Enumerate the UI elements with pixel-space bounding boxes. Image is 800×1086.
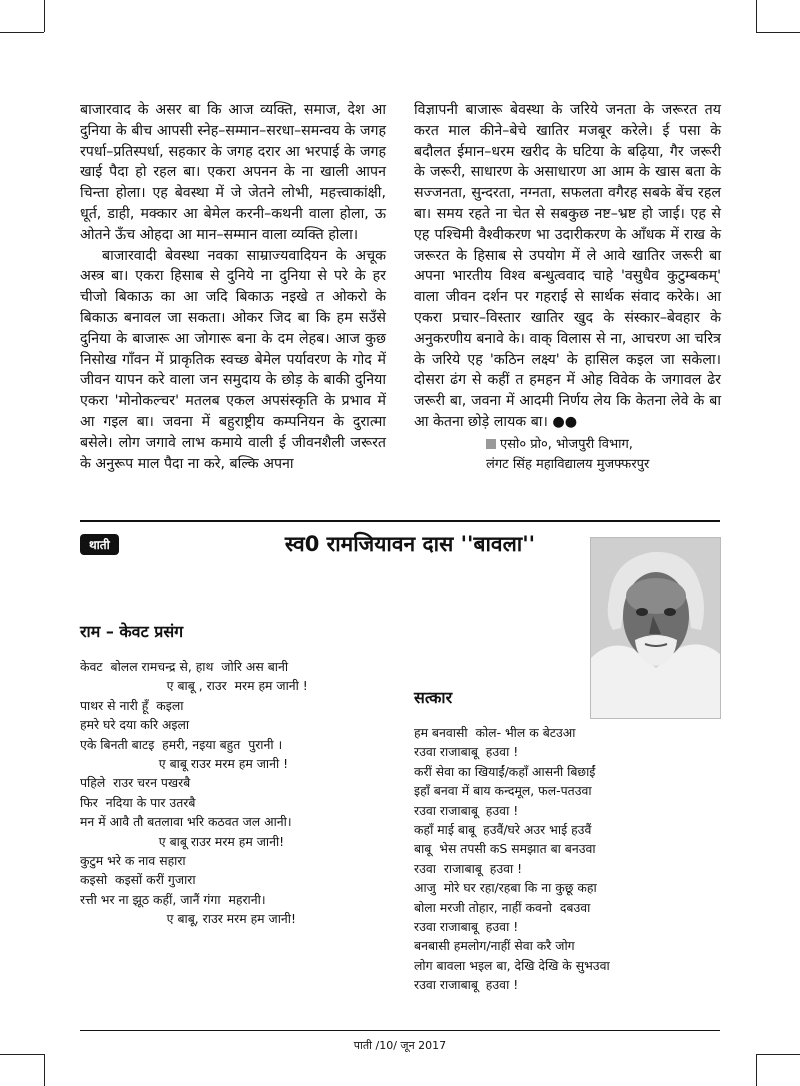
poet-portrait-image <box>590 537 721 719</box>
portrait-drawing <box>591 538 721 719</box>
crop-mark <box>0 32 44 33</box>
poem-line: लोग बावला भइल बा, देखि देखि के सुभउवा <box>414 957 610 973</box>
signoff-line: लंगट सिंह महाविद्यालय मुजफ्फरपुर <box>486 456 650 472</box>
crop-mark <box>44 1054 45 1086</box>
footer-divider <box>80 1030 720 1031</box>
article-paragraph: विज्ञापनी बाजारू बेवस्था के जरिये जनता के जरूरत तय करत माल कीने–बेचे खातिर मजबूर करेले। ई पसा के बदौलत ईमान–धरम खरीद के घटिया के बढ़िया, गैर जरूरी के जरूरी, साधारण के असाधारण आ आम के खास बता के सज्जनता, सुन्दरता, नग्नता, सफलता वगैरह सबके बेंच रहल बा। समय रहते ना चेत से सबकुछ नष्ट–भ्रष्ट हो जाई। एह से एह पश्चिमी वैश्वीकरण भा उदारीकरण के आँधक में राख के जरूरत के हिसाब से उपयोग में ले आवे खातिर जरूरी बा अपना भारतीय विश्व बन्धुत्ववाद चाहे 'वसुधैव कुटुम्बकम्' वाला जीवन दर्शन पर गहराई से सार्थक संवाद करेके। आ एकरा प्रचार–विस्तार खातिर खुद के संस्कार–बेवहार के अनुकरणीय बनावे के। वाक् विलास से ना, आचरण आ चरित्र के जरिये एह 'कठिन लक्ष्य' के हासिल कइल जा सकेला। दोसरा ढंग से कहीं त हमहन में ओह विवेक के जगावल ढेर जरूरी बा, जवना में आदमी निर्णय लेय कि केतना लेवे के बा आ केतना छोड़े लायक बा। ●● <box>414 102 721 430</box>
poem-line: कहाँ माई बाबू हउवैं/घरे अउर भाई हउवैं <box>414 821 592 837</box>
poem-line: पाथर से नारी हूँ कइला <box>80 697 184 713</box>
crop-mark <box>0 1054 44 1055</box>
article-right-column <box>414 100 721 475</box>
poem-line: एके बिनती बाटइ हमरी, नइया बहुत पुरानी । <box>80 736 283 752</box>
poem-line: मन में आवै तौ बतलावा भरि कठवत जल आनी। <box>80 814 292 830</box>
poem-line: ए बाबू, राउर मरम हम जानी! <box>80 911 296 927</box>
poem-line: कइसो कइसों करीं गुजारा <box>80 872 196 888</box>
poem-line: रउवा राजाबाबू हउवा ! <box>414 744 519 760</box>
poem-line: रउवा राजाबाबू हउवा ! <box>414 802 519 818</box>
poem-line: रउवा राजाबाबू हउवा ! <box>414 860 523 876</box>
poem-satkar <box>414 723 610 994</box>
article-paragraph: बाजारवादी बेवस्था नवका साम्राज्यवादियन के अचूक अस्त्र बा। एकरा हिसाब से दुनिये ना दुनिया से परे के हर चीजो बिकाऊ का आ जदि बिकाऊ नइखे त ओकरो के बिकाऊ बनावल जा सकता। ओकर जिद बा कि हम सउँसे दुनिया के बाजारू आ जोगारू बना के दम लेहब। आज कुछ निसोख गाँवन में प्राकृतिक स्वच्छ बेमेल पर्यावरण के गोद में जीवन यापन करे वाला जन समुदाय के छोड़ के बाकी दुनिया एकरा 'मोनोकल्चर' मतलब एकल अपसंस्कृति के प्रभाव में आ गइल बा। जवना में बहुराष्ट्रीय कम्पनियन के दुरात्मा बसेले। लोग जगावे लाभ कमाये वाली ई जीवनशैली जरूरत के अनुरूप माल पैदा ना करे, बल्कि अपना <box>80 247 386 472</box>
page-footer: पाती /10/ जून 2017 <box>353 1039 447 1052</box>
poem-line: ए बाबू राउर मरम हम जानी! <box>80 833 285 849</box>
poet-name-heading: स्व0 रामजियावन दास ''बावला'' <box>284 532 536 556</box>
poem-line: ए बाबू , राउर मरम हम जानी ! <box>80 678 308 694</box>
poem-line: आजु मोरे घर रहा/रहबा कि ना कुछू कहा <box>414 880 597 896</box>
poem-line: रउवा राजाबाबू हउवा ! <box>414 918 519 934</box>
poem-line: कुटुम भरे क नाव सहारा <box>80 852 186 868</box>
crop-mark <box>756 1054 757 1086</box>
poem-title: सत्कार <box>414 688 453 707</box>
crop-mark <box>756 0 757 32</box>
poem-line: हम बनवासी कोल- भील क बेटउआ <box>414 725 576 740</box>
poem-line: पहिले राउर चरन पखरबै <box>80 775 191 791</box>
poem-line: रत्ती भर ना झूठ कहीं, जानैं गंगा महरानी। <box>80 891 266 907</box>
poem-line: रउवा राजाबाबू हउवा ! <box>414 977 519 993</box>
section-tag: थाती <box>80 534 119 555</box>
crop-mark <box>756 32 800 33</box>
poem-line: केवट बोलल रामचन्द्र से, हाथ जोरि अस बानी <box>80 659 289 674</box>
poem-line: बोला मरजी तोहार, नाहीं कवनो दबउवा <box>414 899 591 915</box>
poem-line: बाबू भेस तपसी कS समझात बा बनउवा <box>414 841 596 857</box>
poem-line: इहाँ बनवा में बाय कन्दमूल, फल-पतउवा <box>414 783 592 799</box>
article-left-column <box>80 100 386 474</box>
poem-title: राम – केवट प्रसंग <box>80 622 184 641</box>
crop-mark <box>44 0 45 32</box>
poem-line: ए बाबू राउर मरम हम जानी ! <box>80 755 289 771</box>
signoff-line: एसो० प्रो०, भोजपुरी विभाग, <box>500 436 633 452</box>
crop-mark <box>756 1054 800 1055</box>
poem-line: बनबासी हमलोग/नाहीं सेवा करै जोग <box>414 938 575 954</box>
poem-line: फिर नदिया के पार उतरबै <box>80 794 196 810</box>
poem-line: करीं सेवा का खियाईं/कहाँ आसनी बिछाईं <box>414 763 596 779</box>
poem-ram-kevat <box>80 657 308 928</box>
poem-line: हमरे घरे दया करि अइला <box>80 717 190 733</box>
bullet-box-icon <box>486 439 496 449</box>
author-signoff <box>414 435 721 475</box>
article-paragraph: बाजारवाद के असर बा कि आज व्यक्ति, समाज, देश आ दुनिया के बीच आपसी स्नेह–सम्मान–सरधा–समन्वय के जगह रपर्धा–प्रतिस्पर्धा, सहकार के जगह दरार आ भरपाई के जगह खाई पैदा हो रहल बा। एकरा अपनन के ना खाली आपन चिन्ता होला। एह बेवस्था में जे जेतने लोभी, महत्त्वाकांक्षी, धूर्त, डाही, मक्कार आ बेमेल करनी–कथनी वाला होला, ऊ ओतने ऊँच ओहदा आ मान–सम्मान वाला व्यक्ति होला। <box>80 102 386 243</box>
section-divider <box>80 520 720 522</box>
